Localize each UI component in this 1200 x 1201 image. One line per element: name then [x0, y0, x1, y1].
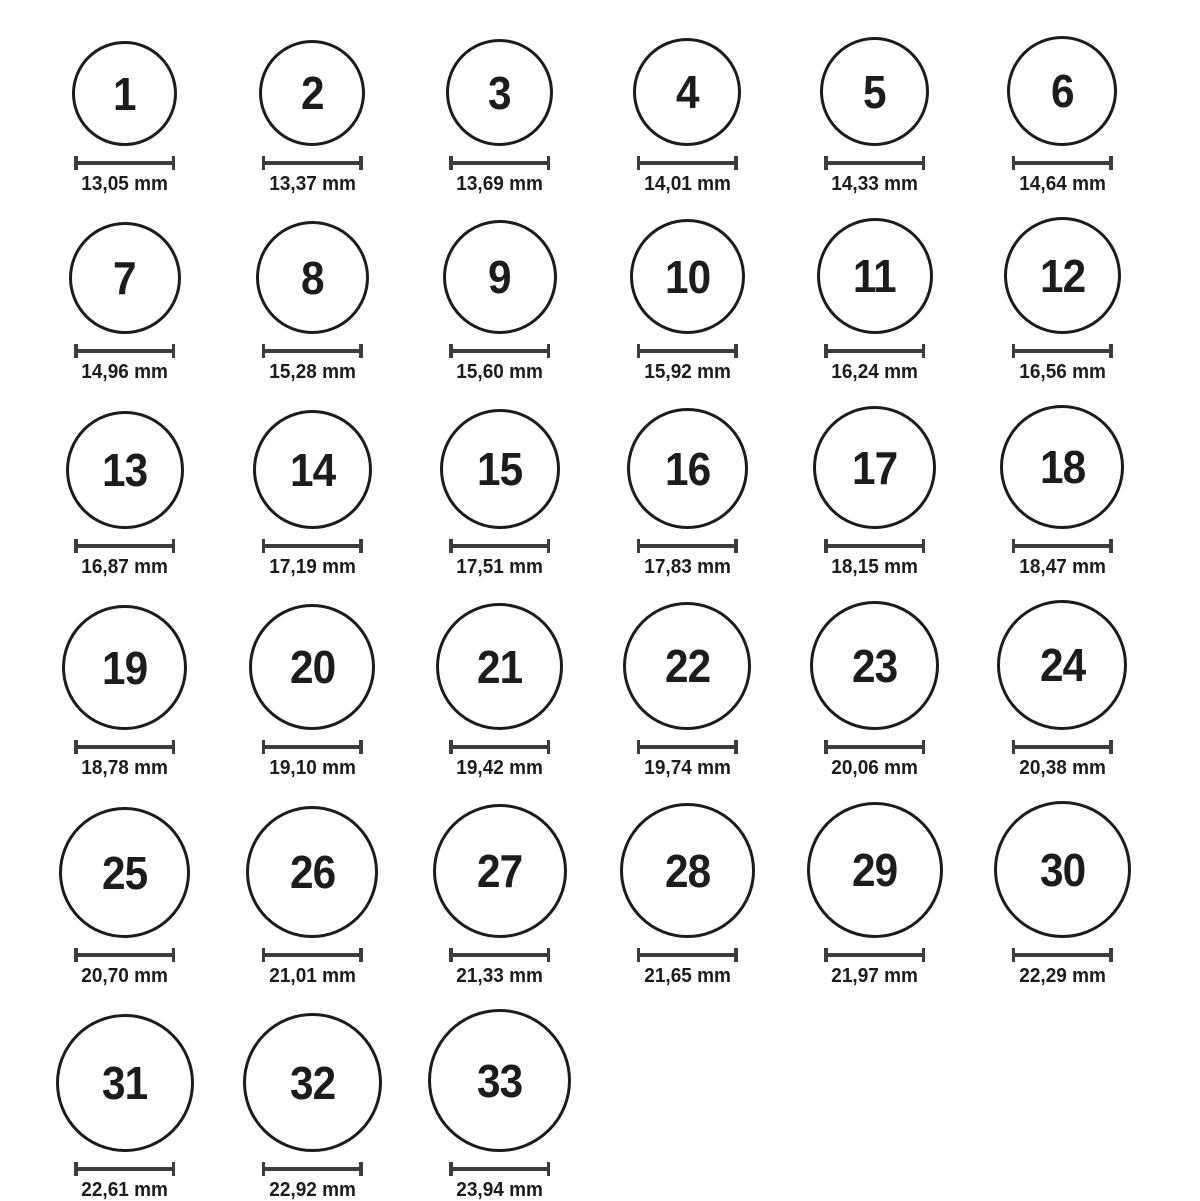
- diameter-label: 18,15 mm: [831, 556, 919, 578]
- ring-size-cell: [781, 601, 969, 779]
- ring-circle: [994, 801, 1131, 938]
- measure-tick-right: [1109, 948, 1113, 962]
- ring-size-number: 33: [477, 1054, 523, 1107]
- ring-size-cell: [781, 802, 969, 987]
- measure-bar: [450, 161, 549, 165]
- ring-size-cell: [406, 804, 594, 987]
- ring-size-number: 15: [477, 443, 523, 495]
- measure-bar: [1013, 953, 1112, 957]
- ring-size-cell: [594, 803, 782, 987]
- ring-circle: [633, 38, 741, 146]
- diameter-label: 19,10 mm: [268, 757, 356, 779]
- diameter-label: 16,56 mm: [1018, 361, 1106, 383]
- ring-size-number: 19: [102, 641, 148, 694]
- diameter-measure-line: [449, 948, 550, 962]
- ring-circle: [72, 41, 177, 146]
- measure-tick-right: [922, 156, 926, 170]
- ring-size-cell: [781, 37, 969, 195]
- diameter-measure-line: [74, 539, 175, 553]
- diameter-label: 19,74 mm: [643, 757, 731, 779]
- ring-circle: [433, 804, 567, 938]
- ring-circle: [630, 219, 745, 334]
- ring-size-cell: [406, 409, 594, 578]
- diameter-label: 21,97 mm: [831, 965, 919, 987]
- ring-size-cell: [406, 603, 594, 779]
- ring-size-number: 11: [853, 250, 897, 302]
- measure-tick-right: [922, 539, 926, 553]
- measure-tick-right: [734, 948, 738, 962]
- ring-size-cell: [594, 602, 782, 779]
- ring-size-number: 5: [863, 65, 887, 118]
- ring-size-cell: [594, 408, 782, 578]
- measure-bar: [75, 161, 174, 165]
- measure-bar: [263, 745, 362, 749]
- ring-size-cell: [969, 405, 1157, 578]
- measure-tick-right: [547, 740, 551, 754]
- measure-bar: [450, 745, 549, 749]
- ring-size-cell: [219, 40, 407, 195]
- diameter-measure-line: [262, 948, 363, 962]
- diameter-label: 23,94 mm: [456, 1179, 544, 1201]
- diameter-measure-line: [262, 539, 363, 553]
- ring-circle: [810, 601, 939, 730]
- measure-bar: [638, 953, 737, 957]
- diameter-measure-line: [637, 344, 738, 358]
- measure-bar: [75, 349, 174, 353]
- ring-circle: [253, 410, 372, 529]
- diameter-measure-line: [74, 344, 175, 358]
- measure-bar: [1013, 349, 1112, 353]
- measure-tick-right: [1109, 740, 1113, 754]
- measure-bar: [75, 745, 174, 749]
- measure-tick-right: [547, 156, 551, 170]
- ring-circle: [56, 1014, 194, 1152]
- ring-size-number: 32: [289, 1056, 335, 1109]
- chart-row: [31, 217, 1200, 383]
- measure-bar: [825, 953, 924, 957]
- ring-circle: [623, 602, 751, 730]
- ring-size-number: 14: [289, 443, 335, 496]
- diameter-label: 20,06 mm: [831, 757, 919, 779]
- diameter-label: 17,51 mm: [456, 556, 544, 578]
- diameter-label: 20,38 mm: [1018, 757, 1106, 779]
- chart-row: [31, 801, 1200, 987]
- measure-tick-right: [172, 948, 176, 962]
- diameter-measure-line: [637, 539, 738, 553]
- ring-size-number: 26: [289, 846, 335, 898]
- chart-row: [31, 1009, 1200, 1201]
- ring-circle: [627, 408, 748, 529]
- measure-bar: [825, 745, 924, 749]
- ring-size-number: 28: [664, 844, 710, 897]
- measure-bar: [638, 161, 737, 165]
- ring-size-number: 31: [102, 1057, 148, 1109]
- ring-circle: [59, 807, 190, 938]
- diameter-measure-line: [262, 156, 363, 170]
- ring-circle: [249, 604, 375, 730]
- measure-tick-right: [359, 344, 363, 358]
- diameter-label: 14,01 mm: [643, 173, 731, 195]
- ring-size-number: 4: [675, 66, 699, 118]
- diameter-measure-line: [262, 344, 363, 358]
- measure-tick-right: [922, 740, 926, 754]
- diameter-label: 21,01 mm: [268, 965, 356, 987]
- diameter-measure-line: [824, 740, 925, 754]
- ring-circle: [428, 1009, 571, 1152]
- ring-size-cell: [969, 217, 1157, 383]
- diameter-measure-line: [824, 948, 925, 962]
- measure-bar: [1013, 544, 1112, 548]
- diameter-measure-line: [449, 156, 550, 170]
- diameter-measure-line: [637, 740, 738, 754]
- chart-row: [31, 600, 1200, 779]
- measure-bar: [75, 1167, 174, 1171]
- ring-size-number: 7: [113, 252, 137, 304]
- diameter-label: 15,28 mm: [268, 361, 356, 383]
- ring-size-number: 8: [300, 251, 324, 304]
- diameter-measure-line: [824, 344, 925, 358]
- ring-circle: [813, 406, 936, 529]
- measure-tick-right: [172, 1162, 176, 1176]
- diameter-label: 18,78 mm: [81, 757, 169, 779]
- ring-size-number: 3: [488, 66, 512, 119]
- ring-circle: [246, 806, 378, 938]
- ring-size-number: 13: [102, 444, 148, 496]
- measure-tick-right: [734, 539, 738, 553]
- diameter-label: 15,60 mm: [456, 361, 544, 383]
- measure-tick-right: [359, 539, 363, 553]
- ring-circle: [817, 218, 933, 334]
- diameter-measure-line: [1012, 156, 1113, 170]
- diameter-label: 14,33 mm: [831, 173, 919, 195]
- measure-bar: [638, 745, 737, 749]
- measure-bar: [450, 349, 549, 353]
- diameter-label: 16,24 mm: [831, 361, 919, 383]
- diameter-label: 13,05 mm: [81, 173, 169, 195]
- ring-size-number: 2: [300, 67, 324, 119]
- ring-circle: [1007, 36, 1117, 146]
- ring-size-cell: [31, 41, 219, 195]
- diameter-measure-line: [1012, 539, 1113, 553]
- measure-bar: [825, 349, 924, 353]
- diameter-label: 20,70 mm: [81, 965, 169, 987]
- ring-circle: [259, 40, 365, 146]
- diameter-measure-line: [637, 156, 738, 170]
- ring-circle: [243, 1013, 382, 1152]
- diameter-measure-line: [449, 539, 550, 553]
- chart-row: [31, 405, 1200, 578]
- ring-size-cell: [406, 1009, 594, 1201]
- ring-size-number: 10: [664, 250, 710, 303]
- diameter-label: 13,37 mm: [268, 173, 356, 195]
- ring-size-number: 27: [477, 845, 523, 897]
- measure-bar: [450, 1167, 549, 1171]
- measure-bar: [450, 544, 549, 548]
- diameter-measure-line: [637, 948, 738, 962]
- ring-size-cell: [219, 806, 407, 987]
- ring-size-cell: [219, 410, 407, 578]
- measure-bar: [75, 953, 174, 957]
- diameter-label: 16,87 mm: [81, 556, 169, 578]
- ring-size-number: 29: [852, 844, 898, 896]
- ring-circle: [807, 802, 943, 938]
- diameter-measure-line: [449, 344, 550, 358]
- ring-size-cell: [406, 220, 594, 383]
- measure-tick-right: [172, 156, 176, 170]
- measure-bar: [825, 161, 924, 165]
- ring-size-number: 18: [1039, 441, 1085, 493]
- diameter-label: 22,61 mm: [81, 1179, 169, 1201]
- measure-bar: [638, 544, 737, 548]
- ring-circle: [446, 39, 553, 146]
- measure-bar: [263, 161, 362, 165]
- ring-circle: [440, 409, 560, 529]
- ring-circle: [620, 803, 755, 938]
- ring-size-cell: [969, 801, 1157, 987]
- diameter-label: 17,19 mm: [268, 556, 356, 578]
- measure-bar: [263, 349, 362, 353]
- ring-size-number: 23: [852, 639, 898, 692]
- ring-size-cell: [219, 604, 407, 779]
- measure-tick-right: [734, 740, 738, 754]
- ring-circle: [1000, 405, 1124, 529]
- ring-size-number: 9: [488, 251, 512, 303]
- ring-size-cell: [31, 605, 219, 779]
- ring-circle: [820, 37, 929, 146]
- diameter-label: 21,33 mm: [456, 965, 544, 987]
- ring-size-cell: [31, 807, 219, 987]
- measure-tick-right: [172, 740, 176, 754]
- measure-tick-right: [359, 740, 363, 754]
- diameter-label: 18,47 mm: [1018, 556, 1106, 578]
- measure-bar: [450, 953, 549, 957]
- measure-tick-right: [1109, 156, 1113, 170]
- diameter-measure-line: [449, 1162, 550, 1176]
- ring-size-number: 6: [1050, 65, 1074, 117]
- ring-size-number: 16: [664, 442, 710, 495]
- diameter-label: 15,92 mm: [643, 361, 731, 383]
- ring-size-cell: [31, 411, 219, 578]
- ring-circle: [443, 220, 557, 334]
- measure-bar: [638, 349, 737, 353]
- measure-tick-right: [359, 156, 363, 170]
- ring-size-cell: [31, 222, 219, 383]
- diameter-measure-line: [824, 156, 925, 170]
- measure-bar: [825, 544, 924, 548]
- ring-size-cell: [781, 218, 969, 383]
- ring-size-cell: [594, 219, 782, 383]
- diameter-label: 21,65 mm: [643, 965, 731, 987]
- measure-bar: [1013, 745, 1112, 749]
- measure-tick-right: [547, 344, 551, 358]
- diameter-measure-line: [74, 1162, 175, 1176]
- measure-tick-right: [1109, 539, 1113, 553]
- diameter-measure-line: [262, 1162, 363, 1176]
- diameter-measure-line: [262, 740, 363, 754]
- measure-tick-right: [547, 948, 551, 962]
- ring-size-number: 17: [852, 441, 898, 494]
- measure-bar: [263, 544, 362, 548]
- ring-size-number: 12: [1039, 249, 1085, 302]
- measure-bar: [263, 1167, 362, 1171]
- diameter-measure-line: [1012, 740, 1113, 754]
- ring-circle: [1004, 217, 1121, 334]
- ring-size-number: 24: [1039, 639, 1085, 691]
- ring-circle: [62, 605, 187, 730]
- ring-size-number: 21: [477, 640, 523, 693]
- measure-tick-right: [734, 156, 738, 170]
- measure-tick-right: [547, 539, 551, 553]
- diameter-measure-line: [824, 539, 925, 553]
- measure-tick-right: [172, 344, 176, 358]
- ring-size-cell: [406, 39, 594, 195]
- ring-size-cell: [969, 600, 1157, 779]
- diameter-measure-line: [74, 740, 175, 754]
- ring-circle: [436, 603, 563, 730]
- measure-tick-right: [359, 948, 363, 962]
- diameter-measure-line: [74, 948, 175, 962]
- diameter-label: 14,96 mm: [81, 361, 169, 383]
- measure-tick-right: [734, 344, 738, 358]
- diameter-measure-line: [1012, 948, 1113, 962]
- ring-size-number: 25: [102, 846, 148, 899]
- ring-size-cell: [219, 221, 407, 383]
- diameter-label: 13,69 mm: [456, 173, 544, 195]
- ring-size-number: 20: [289, 641, 335, 693]
- measure-bar: [263, 953, 362, 957]
- diameter-label: 19,42 mm: [456, 757, 544, 779]
- ring-size-number: 1: [113, 67, 137, 120]
- ring-size-cell: [31, 1014, 219, 1201]
- chart-row: [31, 36, 1200, 195]
- ring-circle: [69, 222, 181, 334]
- ring-size-cell: [594, 38, 782, 195]
- ring-size-cell: [781, 406, 969, 578]
- measure-bar: [1013, 161, 1112, 165]
- measure-tick-right: [359, 1162, 363, 1176]
- diameter-measure-line: [1012, 344, 1113, 358]
- diameter-label: 22,29 mm: [1018, 965, 1106, 987]
- ring-circle: [997, 600, 1127, 730]
- measure-tick-right: [547, 1162, 551, 1176]
- diameter-label: 14,64 mm: [1018, 173, 1106, 195]
- measure-tick-right: [922, 344, 926, 358]
- ring-size-number: 22: [664, 640, 710, 692]
- ring-size-cell: [219, 1013, 407, 1201]
- ring-size-cell: [969, 36, 1157, 195]
- diameter-label: 17,83 mm: [643, 556, 731, 578]
- measure-tick-right: [1109, 344, 1113, 358]
- diameter-label: 22,92 mm: [268, 1179, 356, 1201]
- diameter-measure-line: [449, 740, 550, 754]
- diameter-measure-line: [74, 156, 175, 170]
- ring-circle: [66, 411, 184, 529]
- measure-tick-right: [172, 539, 176, 553]
- ring-circle: [256, 221, 369, 334]
- measure-bar: [75, 544, 174, 548]
- ring-size-number: 30: [1039, 843, 1085, 896]
- measure-tick-right: [922, 948, 926, 962]
